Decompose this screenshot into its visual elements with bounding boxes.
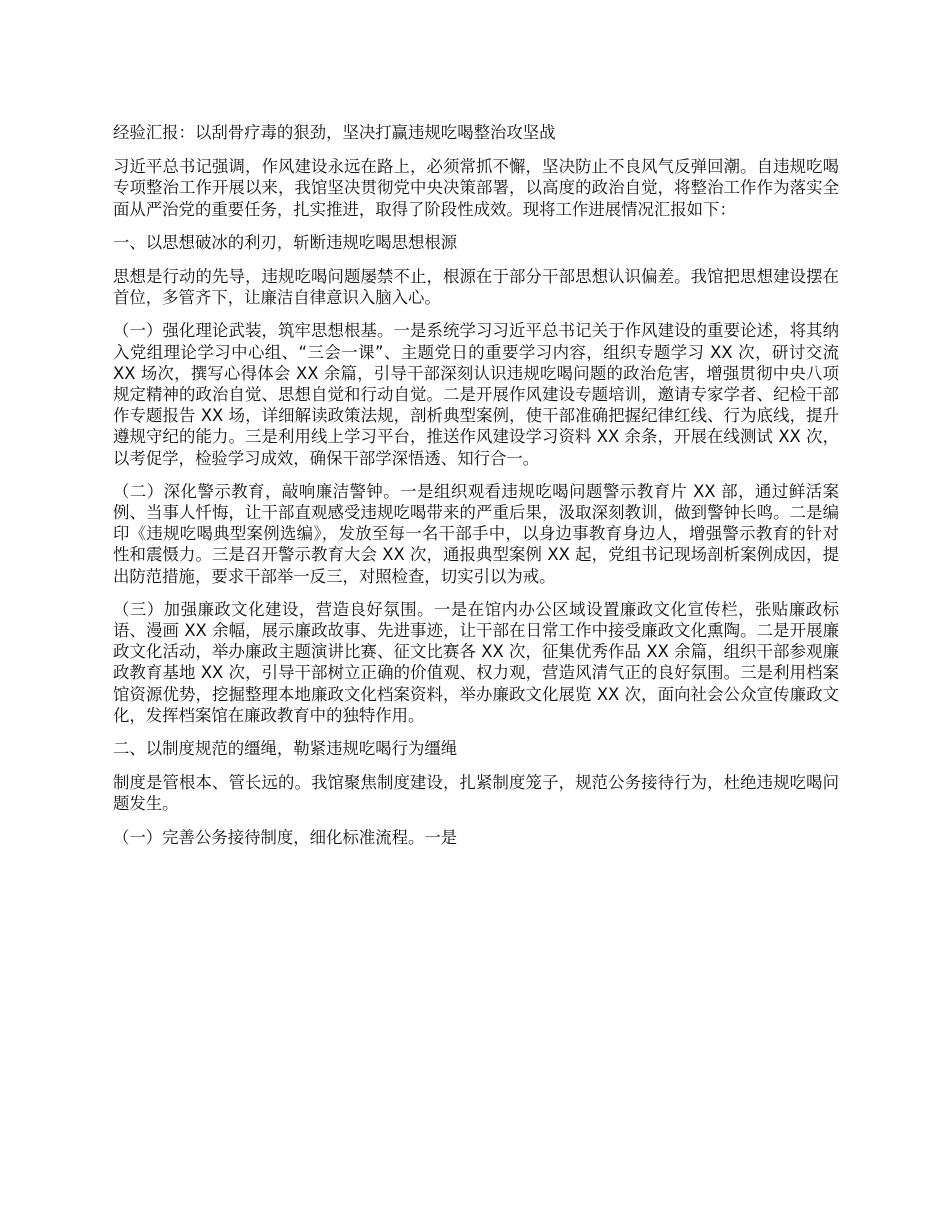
document-body — [113, 122, 839, 860]
subsection-1-1-paragraph: （一）强化理论武装，筑牢思想根基。一是系统学习习近平总书记关于作风建设的重要论述，将其纳入党组理论学习中心组、“三会一课”、主题党日的重要学习内容，组织专题学习 XX 次，研讨交流 XX 场次，撰写心得体会 XX 余篇，引导干部深刻认识违规吃喝问题的政治危害，增强贯彻中央八项规定精神的政治自觉、思想自觉和行动自觉。二是开展作风建设专题培训，邀请专家学者、纪检干部作专题报告 XX 场，详细解读政策法规，剖析典型案例，使干部准确把握纪律红线、行为底线，提升遵规守纪的能力。三是利用线上学习平台，推送作风建设学习资料 XX 余条，开展在线测试 XX 次，以考促学，检验学习成效，确保干部学深悟透、知行合一。 — [113, 321, 839, 468]
section-1-intro-paragraph: 思想是行动的先导，违规吃喝问题屡禁不止，根源在于部分干部思想认识偏差。我馆把思想建设摆在首位，多管齐下，让廉洁自律意识入脑入心。 — [113, 267, 839, 308]
subsection-1-2-paragraph: （二）深化警示教育，敲响廉洁警钟。一是组织观看违规吃喝问题警示教育片 XX 部，通过鲜活案例、当事人忏悔，让干部直观感受违规吃喝带来的严重后果，汲取深刻教训，做到警钟长鸣。二是编印《违规吃喝典型案例选编》，发放至每一名干部手中，以身边事教育身边人，增强警示教育的针对性和震慑力。三是召开警示教育大会 XX 次，通报典型案例 XX 起，党组书记现场剖析案例成因，提出防范措施，要求干部举一反三，对照检查，切实引以为戒。 — [113, 481, 839, 586]
section-2-intro-paragraph: 制度是管根本、管长远的。我馆聚焦制度建设，扎紧制度笼子，规范公务接待行为，杜绝违规吃喝问题发生。 — [113, 773, 839, 814]
subsection-1-3-paragraph: （三）加强廉政文化建设，营造良好氛围。一是在馆内办公区域设置廉政文化宣传栏，张贴廉政标语、漫画 XX 余幅，展示廉政故事、先进事迹，让干部在日常工作中接受廉政文化熏陶。二是开展廉政文化活动，举办廉政主题演讲比赛、征文比赛各 XX 次，征集优秀作品 XX 余篇，组织干部参观廉政教育基地 XX 次，引导干部树立正确的价值观、权力观，营造风清气正的良好氛围。三是利用档案馆资源优势，挖掘整理本地廉政文化档案资料，举办廉政文化展览 XX 次，面向社会公众宣传廉政文化，发挥档案馆在廉政教育中的独特作用。 — [113, 599, 839, 725]
document-title: 经验汇报：以刮骨疗毒的狠劲，坚决打赢违规吃喝整治攻坚战 — [113, 123, 556, 142]
section-heading-2: 二、以制度规范的缰绳，勒紧违规吃喝行为缰绳 — [113, 739, 458, 759]
subsection-2-1-paragraph: （一）完善公务接待制度，细化标准流程。一是 — [113, 827, 458, 847]
intro-paragraph: 习近平总书记强调，作风建设永远在路上，必须常抓不懈，坚决防止不良风气反弹回潮。自违规吃喝专项整治工作开展以来，我馆坚决贯彻党中央决策部署，以高度的政治自觉，将整治工作作为落实全面从严治党的重要任务，扎实推进，取得了阶段性成效。现将工作进展情况汇报如下： — [113, 157, 839, 219]
section-heading-1: 一、以思想破冰的利刃，斩断违规吃喝思想根源 — [113, 232, 458, 252]
